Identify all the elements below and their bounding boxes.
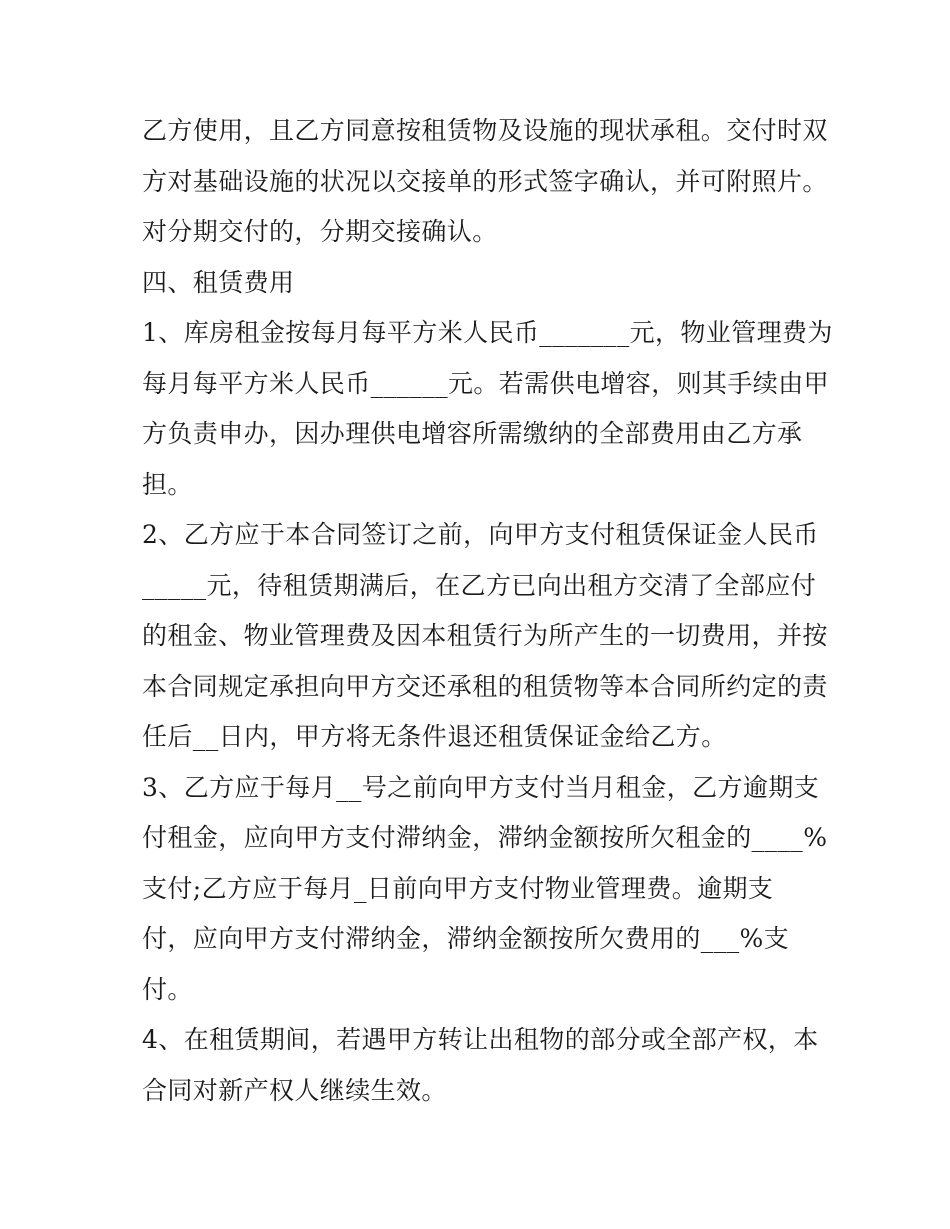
text-line: 付。	[142, 974, 193, 1004]
text-line: 2、乙方应于本合同签订之前，向甲方支付租赁保证金人民币	[142, 520, 819, 549]
text-line: _____元，待租赁期满后，在乙方已向出租方交清了全部应付	[142, 570, 817, 600]
text-line: 支付;乙方应于每月_日前向甲方支付物业管理费。逾期支	[142, 873, 774, 903]
text-line: 乙方使用，且乙方同意按租赁物及设施的现状承租。交付时双	[142, 116, 828, 145]
text-line: 任后__日内，甲方将无条件退还租赁保证金给乙方。	[142, 722, 727, 751]
section-heading: 四、租赁费用	[142, 267, 295, 297]
text-line: 合同对新产权人继续生效。	[142, 1075, 447, 1105]
text-line: 本合同规定承担向甲方交还承租的租赁物等本合同所约定的责	[142, 671, 828, 701]
text-line: 对分期交付的，分期交接确认。	[142, 217, 498, 246]
text-line: 1、库房租金按每月每平方米人民币_______元，物业管理费为	[142, 318, 833, 347]
text-line: 担。	[142, 469, 193, 499]
text-line: 方负责申办，因办理供电增容所需缴纳的全部费用由乙方承	[142, 419, 803, 448]
text-line: 方对基础设施的状况以交接单的形式签字确认，并可附照片。	[142, 166, 828, 196]
text-line: 的租金、物业管理费及因本租赁行为所产生的一切费用，并按	[142, 621, 828, 650]
text-line: 付，应向甲方支付滞纳金，滞纳金额按所欠费用的___%支	[142, 924, 790, 953]
document-body	[142, 106, 833, 1116]
text-line: 每月每平方米人民币______元。若需供电增容，则其手续由甲	[142, 368, 830, 398]
text-line: 4、在租赁期间，若遇甲方转让出租物的部分或全部产权，本	[142, 1025, 819, 1054]
text-line: 3、乙方应于每月__号之前向甲方支付当月租金，乙方逾期支	[142, 772, 820, 802]
text-line: 付租金，应向甲方支付滞纳金，滞纳金额按所欠租金的____%	[142, 823, 828, 852]
